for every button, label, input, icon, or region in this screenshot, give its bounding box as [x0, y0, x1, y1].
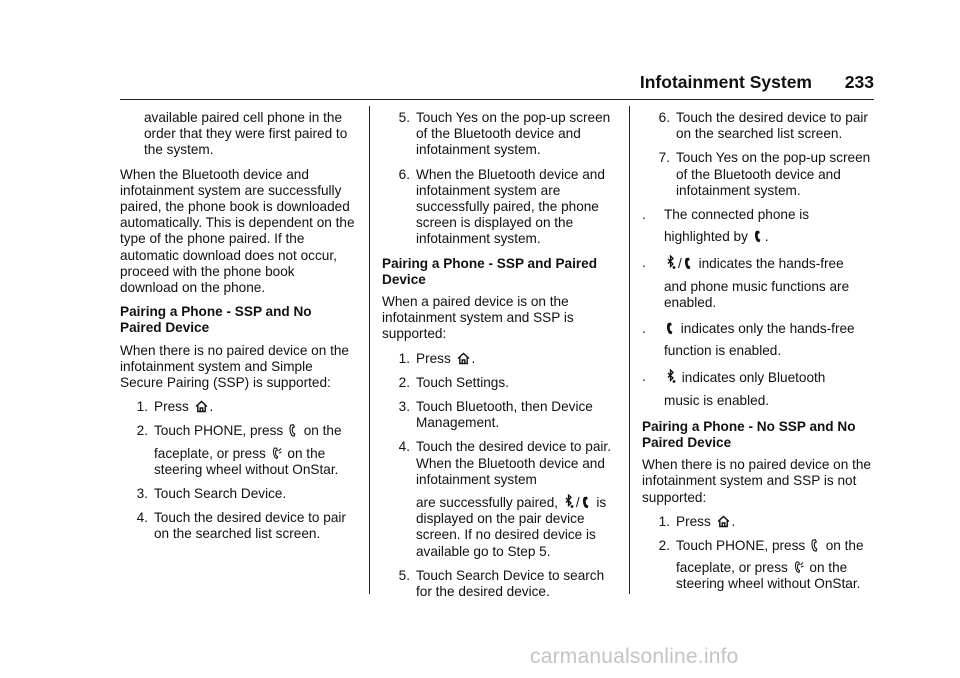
step-item	[382, 375, 618, 391]
bullet-text: indicates the hands-free	[698, 256, 844, 272]
continued-text: available paired cell phone in the order that they were first paired to the system.	[144, 110, 348, 158]
paragraph: When a paired device is on the infotainment system and SSP is supported:	[382, 294, 574, 342]
bullet-item	[642, 321, 874, 359]
step-number: 6.	[658, 110, 670, 125]
bullet-item	[642, 369, 874, 408]
step-number: 1.	[136, 399, 148, 415]
step-text: .	[731, 513, 736, 529]
paragraph: When there is no paired device on the infotainment system and SSP is not supported:	[642, 457, 871, 505]
step-text: .	[209, 399, 214, 415]
step-text: Press	[676, 513, 711, 529]
step-text: on the	[303, 423, 342, 439]
step-number: 5.	[398, 567, 410, 583]
step-number: 2.	[658, 538, 670, 554]
bluetooth-music-icon	[666, 255, 676, 270]
bullet-text: .	[764, 229, 769, 245]
bullet-dot: .	[642, 321, 646, 337]
step-number: 3.	[398, 399, 410, 415]
bullet-text: The connected phone is	[664, 207, 810, 223]
step-item	[642, 110, 874, 142]
step-text: faceplate, or press	[154, 445, 266, 461]
home-icon	[717, 515, 730, 528]
phone-filled-icon	[666, 322, 675, 335]
step-text: Touch the desired device to pair. When the Bluetooth device and infotainment system	[416, 439, 611, 487]
step-text: Touch the desired device to pair on the searched list screen.	[154, 510, 346, 542]
step-text: on the	[825, 538, 864, 554]
step-text: Touch PHONE, press	[154, 423, 284, 439]
step-item	[642, 538, 874, 593]
step-number: 6.	[398, 166, 410, 182]
subheading: Pairing a Phone - No SSP and No Paired Device	[642, 418, 856, 451]
column-2	[382, 110, 618, 608]
step-item	[120, 510, 356, 542]
paragraph: When there is no paired device on the infotainment system and Simple Secure Pairing (SSP) is supported:	[120, 342, 349, 391]
step-number: 3.	[136, 486, 148, 502]
step-text: are successfully paired,	[416, 495, 559, 511]
bullet-dot: .	[642, 369, 646, 385]
bullet-item	[642, 207, 874, 245]
home-icon	[195, 400, 208, 413]
bluetooth-music-icon	[564, 494, 574, 509]
step-text: Touch Search Device.	[154, 486, 287, 502]
bullet-text: highlighted by	[664, 229, 748, 245]
step-item	[382, 167, 618, 248]
bullet-dot: .	[642, 207, 646, 223]
step-text: faceplate, or press	[676, 560, 788, 576]
page-number: 233	[844, 72, 874, 92]
column-divider	[629, 106, 630, 594]
step-text: Touch Search Device to search for the desired device.	[416, 567, 605, 600]
step-item	[120, 399, 356, 415]
step-text: When the Bluetooth device and infotainment system are successfully paired, the phone screen is displayed on the infotainment system.	[416, 166, 605, 247]
separator: /	[678, 256, 682, 272]
phone-icon	[289, 424, 298, 437]
steering-wheel-phone-icon	[272, 447, 282, 460]
step-item	[382, 110, 618, 159]
phone-filled-icon	[754, 230, 763, 243]
step-text: on the steering wheel without OnStar.	[154, 445, 339, 477]
bullet-text: and phone music functions are enabled.	[664, 278, 850, 310]
step-text: Touch PHONE, press	[676, 538, 806, 554]
separator: /	[575, 495, 580, 511]
subheading: Pairing a Phone - SSP and Paired Device	[382, 255, 598, 287]
steering-wheel-phone-icon	[794, 561, 804, 574]
bullet-text: indicates only Bluetooth	[681, 370, 826, 386]
step-number: 1.	[658, 513, 670, 529]
paragraph: When the Bluetooth device and infotainment system are successfully paired, the phone book is downloaded automatically. This is dependent on the type of the phone paired. If the automatic download does not occur, proceed with the phone book download on the phone.	[120, 166, 355, 296]
step-item	[642, 514, 874, 530]
section-title: Infotainment System	[639, 72, 812, 92]
bluetooth-music-icon	[666, 369, 676, 384]
step-number: 1.	[398, 350, 410, 366]
step-item	[382, 351, 618, 367]
page-header	[120, 72, 874, 94]
step-text: Touch Yes on the pop-up screen of the Bluetooth device and infotainment system.	[416, 110, 611, 158]
column-divider	[369, 106, 370, 594]
step-item	[120, 423, 356, 478]
step-text: on the steering wheel without OnStar.	[676, 560, 861, 592]
step-item	[382, 399, 618, 431]
step-item	[382, 568, 618, 600]
bullet-dot: .	[642, 255, 646, 271]
phone-filled-icon	[582, 496, 591, 509]
step-number: 2.	[398, 374, 410, 390]
column-1	[120, 110, 356, 551]
subheading: Pairing a Phone - SSP and No Paired Device	[120, 304, 312, 336]
step-item	[642, 150, 874, 199]
step-number: 5.	[398, 110, 410, 125]
step-text: .	[471, 350, 476, 366]
bullet-text: music is enabled.	[664, 392, 770, 408]
watermark: carmanualsonline.info	[530, 645, 739, 668]
bullet-text: function is enabled.	[664, 343, 782, 359]
step-number: 7.	[658, 150, 670, 166]
phone-icon	[811, 539, 820, 552]
step-text: Touch Settings.	[416, 374, 509, 390]
step-number: 4.	[136, 510, 148, 526]
step-text: Press	[154, 399, 189, 415]
step-text: Touch Yes on the pop-up screen of the Bluetooth device and infotainment system.	[676, 150, 871, 198]
step-text: Touch Bluetooth, then Device Management.	[416, 399, 593, 431]
column-3	[642, 110, 874, 601]
header-rule	[120, 99, 874, 100]
step-text: Touch the desired device to pair on the searched list screen.	[676, 110, 868, 142]
step-number: 2.	[136, 423, 148, 439]
bullet-item	[642, 255, 874, 311]
home-icon	[457, 352, 470, 365]
step-text: is displayed on the pair device screen. If no desired device is available go to Step 5.	[416, 495, 607, 559]
step-number: 4.	[398, 439, 410, 455]
step-text: Press	[416, 350, 451, 366]
step-item	[120, 486, 356, 502]
phone-filled-icon	[684, 257, 693, 270]
bullet-text: indicates only the hands-free	[680, 321, 855, 337]
step-item	[382, 439, 618, 559]
